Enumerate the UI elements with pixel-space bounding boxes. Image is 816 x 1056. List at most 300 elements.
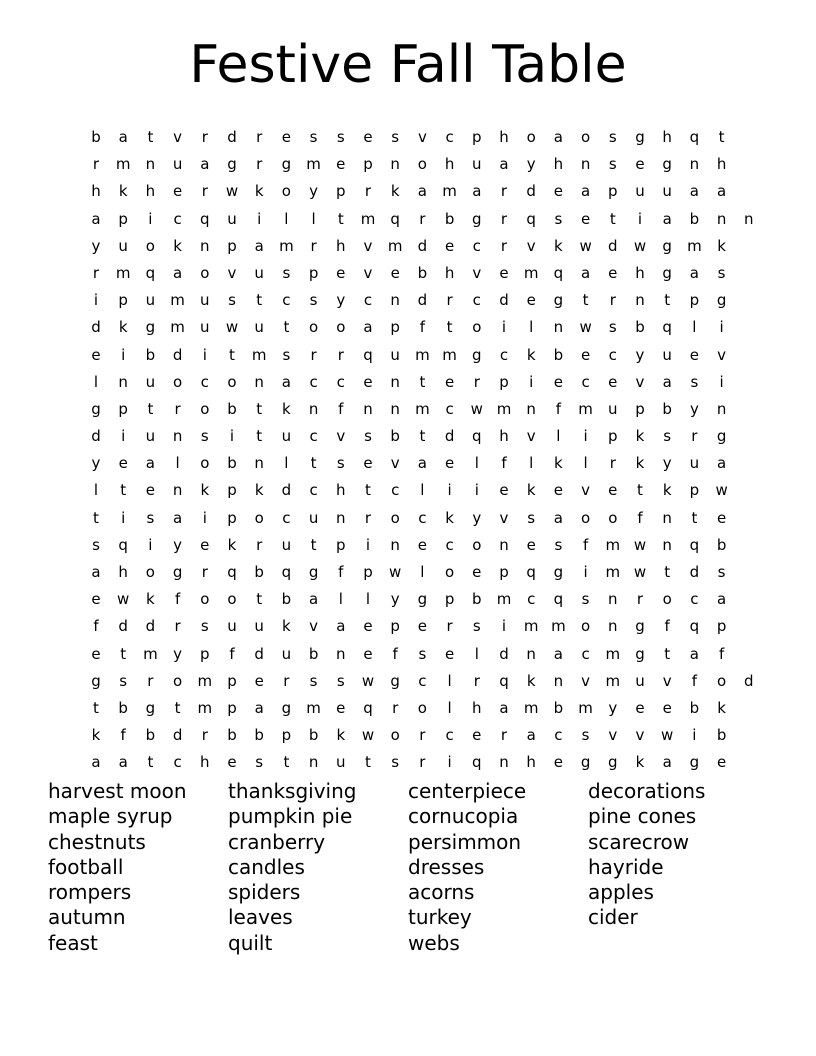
grid-letter: k [554, 454, 563, 473]
grid-letter: c [472, 236, 481, 255]
grid-letter: i [202, 508, 207, 527]
word-item: apples [588, 880, 654, 905]
grid-letter: m [496, 590, 512, 609]
grid-letter: q [200, 209, 210, 228]
grid-letter: v [227, 263, 237, 282]
grid-letter: y [635, 345, 645, 364]
grid-letter: m [551, 617, 566, 636]
grid-letter: d [608, 236, 618, 255]
grid-letter: v [417, 128, 427, 146]
word-item: hayride [588, 854, 664, 879]
word-item: persimmon [408, 829, 522, 854]
grid-letter: r [364, 182, 372, 201]
grid-letter: s [663, 427, 672, 446]
grid-letter: r [174, 617, 181, 636]
word-item: leaves [228, 905, 293, 930]
grid-letter: m [306, 155, 321, 174]
grid-letter: l [474, 454, 479, 473]
grid-letter: g [553, 291, 564, 310]
grid-letter: c [581, 372, 590, 391]
grid-letter: t [256, 291, 263, 310]
grid-letter: t [691, 508, 698, 527]
grid-letter: r [691, 427, 698, 446]
grid-letter: u [390, 345, 400, 364]
grid-letter: i [121, 508, 126, 527]
grid-letter: p [227, 698, 237, 717]
grid-letter: y [173, 535, 183, 554]
grid-letter: t [147, 753, 154, 772]
grid-letter: e [363, 454, 373, 473]
grid-letter: e [553, 753, 563, 772]
grid-letter: p [227, 671, 237, 690]
grid-letter: g [281, 698, 292, 717]
grid-letter: o [417, 698, 427, 717]
grid-letter: c [336, 372, 345, 391]
grid-letter: p [200, 644, 210, 663]
grid-letter: s [309, 128, 318, 146]
grid-letter: c [472, 291, 481, 310]
grid-letter: m [197, 698, 213, 717]
grid-letter: p [336, 182, 346, 201]
grid-letter: r [201, 563, 208, 581]
grid-letter: u [635, 671, 645, 690]
grid-letter: e [444, 644, 455, 663]
grid-letter: k [662, 481, 672, 500]
grid-letter: r [201, 128, 208, 146]
grid-letter: e [553, 481, 563, 500]
grid-letter: l [529, 318, 534, 337]
grid-letter: i [148, 209, 153, 228]
grid-letter: i [148, 535, 153, 554]
grid-letter: d [499, 291, 509, 310]
grid-letter: e [553, 182, 563, 201]
grid-letter: l [420, 563, 425, 581]
grid-letter: b [254, 563, 264, 581]
grid-letter: e [200, 535, 210, 554]
grid-letter: p [444, 590, 455, 609]
grid-letter: i [93, 291, 99, 310]
grid-letter: e [417, 535, 427, 554]
grid-letter: i [121, 427, 126, 446]
grid-letter: o [472, 318, 482, 337]
grid-letter: h [336, 481, 346, 500]
grid-letter: h [716, 155, 727, 174]
grid-letter: t [229, 345, 235, 364]
grid-letter: a [689, 644, 699, 663]
grid-letter: e [91, 590, 101, 609]
grid-letter: w [361, 726, 375, 745]
grid-letter: t [664, 644, 671, 663]
grid-letter: v [608, 726, 618, 745]
grid-letter: w [389, 563, 402, 581]
grid-letter: d [281, 481, 292, 500]
grid-letter: b [145, 726, 156, 745]
grid-letter: e [526, 535, 536, 554]
grid-letter: w [579, 236, 592, 255]
grid-letter: o [309, 318, 319, 337]
grid-letter: a [281, 372, 291, 391]
grid-letter: g [635, 128, 645, 146]
grid-letter: n [580, 155, 591, 174]
grid-letter: a [200, 155, 210, 174]
grid-letter: t [419, 427, 426, 446]
word-item: pumpkin pie [228, 804, 353, 829]
grid-letter: y [526, 155, 536, 174]
grid-letter: a [118, 128, 128, 146]
grid-letter: s [391, 753, 400, 772]
grid-letter: r [419, 209, 426, 228]
grid-letter: g [308, 563, 319, 581]
grid-letter: n [308, 399, 319, 418]
grid-letter: d [172, 345, 183, 364]
grid-letter: c [527, 590, 536, 609]
grid-letter: f [637, 508, 643, 527]
grid-letter: f [338, 399, 344, 418]
grid-letter: m [170, 291, 185, 310]
word-item: candles [228, 854, 305, 879]
grid-letter: s [200, 617, 209, 636]
grid-letter: s [309, 291, 318, 310]
grid-letter: r [283, 671, 290, 690]
grid-letter: s [255, 753, 264, 772]
grid-letter: r [392, 698, 399, 717]
grid-letter: a [499, 155, 509, 174]
grid-letter: a [716, 590, 727, 609]
grid-letter: l [284, 454, 289, 473]
grid-letter: k [200, 481, 210, 500]
grid-letter: v [363, 263, 373, 282]
grid-letter: t [120, 481, 127, 500]
grid-letter: g [390, 671, 400, 690]
grid-letter: t [120, 644, 127, 663]
grid-letter: n [608, 617, 618, 636]
grid-letter: d [689, 563, 700, 581]
grid-letter: m [306, 698, 321, 717]
grid-letter: n [254, 372, 264, 391]
grid-letter: o [145, 236, 155, 255]
grid-letter: g [472, 209, 482, 228]
grid-letter: t [147, 399, 154, 418]
grid-letter: i [692, 726, 697, 745]
word-item: webs [408, 930, 460, 955]
grid-letter: s [418, 644, 427, 663]
grid-letter: q [689, 617, 700, 636]
grid-letter: o [608, 508, 618, 527]
grid-letter: a [689, 182, 699, 201]
grid-letter: b [390, 427, 400, 446]
grid-letter: q [526, 209, 536, 228]
grid-letter: n [390, 535, 400, 554]
grid-letter: l [365, 590, 371, 609]
grid-letter: h [662, 128, 672, 146]
grid-letter: n [553, 318, 564, 337]
grid-letter: s [200, 427, 209, 446]
grid-letter: l [93, 372, 99, 391]
grid-letter: g [662, 236, 672, 255]
word-item: spiders [228, 880, 301, 905]
grid-letter: r [636, 590, 644, 609]
grid-letter: n [145, 155, 156, 174]
grid-letter: o [526, 128, 536, 146]
grid-letter: a [553, 508, 563, 527]
grid-letter: q [118, 535, 128, 554]
grid-letter: r [500, 236, 508, 255]
grid-letter: n [390, 372, 400, 391]
grid-letter: s [717, 263, 726, 282]
grid-letter: c [282, 508, 291, 527]
grid-letter: b [716, 535, 727, 554]
grid-letter: n [662, 535, 672, 554]
grid-letter: a [580, 182, 591, 201]
grid-letter: f [501, 454, 507, 473]
grid-letter: c [499, 345, 509, 364]
grid-letter: r [446, 291, 453, 310]
grid-letter: c [581, 644, 590, 663]
grid-letter: n [608, 590, 618, 609]
grid-letter: b [308, 644, 319, 663]
grid-letter: n [336, 508, 346, 527]
grid-letter: t [337, 209, 344, 228]
grid-letter: a [336, 617, 346, 636]
grid-letter: u [200, 291, 210, 310]
grid-letter: n [499, 535, 509, 554]
grid-letter: e [553, 372, 563, 391]
grid-letter: i [637, 209, 643, 228]
grid-letter: k [526, 345, 536, 364]
grid-letter: n [716, 399, 727, 418]
grid-letter: l [93, 481, 99, 500]
grid-letter: c [608, 345, 617, 364]
grid-letter: e [526, 291, 536, 310]
grid-letter: i [447, 481, 452, 500]
grid-letter: i [529, 372, 534, 391]
grid-letter: t [256, 399, 263, 418]
grid-letter: t [93, 698, 99, 717]
grid-letter: m [605, 535, 621, 554]
grid-letter: d [499, 644, 509, 663]
grid-letter: b [308, 726, 319, 745]
grid-letter: r [256, 128, 263, 146]
grid-letter: c [554, 726, 563, 745]
grid-letter: w [225, 182, 239, 201]
grid-letter: k [445, 508, 454, 527]
grid-letter: e [336, 155, 346, 174]
grid-letter: d [417, 236, 428, 255]
grid-letter: o [445, 563, 455, 581]
grid-letter: u [145, 291, 156, 310]
grid-letter: n [254, 454, 264, 473]
grid-letter: d [91, 427, 101, 446]
grid-letter: c [445, 535, 454, 554]
grid-letter: g [91, 399, 101, 418]
grid-letter: w [661, 726, 674, 745]
grid-letter: r [500, 209, 508, 228]
grid-letter: q [689, 128, 700, 146]
grid-letter: h [444, 155, 455, 174]
word-item: acorns [408, 880, 475, 905]
grid-letter: r [201, 726, 208, 745]
grid-letter: b [417, 263, 428, 282]
grid-letter: s [119, 671, 128, 690]
grid-letter: b [689, 698, 700, 717]
grid-letter: r [609, 454, 616, 473]
word-column [48, 779, 228, 956]
grid-letter: q [499, 671, 509, 690]
grid-letter: c [363, 291, 373, 310]
grid-letter: k [717, 236, 726, 255]
grid-letter: w [633, 563, 647, 581]
grid-letter: g [417, 590, 428, 609]
grid-letter: m [115, 155, 131, 174]
word-item: football [48, 854, 124, 879]
grid-letter: d [91, 318, 101, 337]
grid-letter: a [254, 236, 264, 255]
grid-letter: p [390, 318, 400, 337]
grid-letter: p [336, 535, 346, 554]
grid-letter: r [419, 726, 426, 745]
grid-letter: n [635, 291, 645, 310]
grid-letter: c [173, 753, 182, 772]
grid-letter: n [744, 209, 754, 228]
grid-letter: i [583, 563, 588, 581]
grid-letter: o [254, 508, 264, 527]
grid-letter: t [283, 753, 290, 772]
grid-letter: l [175, 454, 180, 473]
grid-letter: i [121, 345, 126, 364]
grid-letter: o [662, 590, 672, 609]
grid-letter: u [308, 508, 319, 527]
grid-letter: m [605, 563, 621, 581]
grid-letter: u [281, 535, 292, 554]
grid-letter: g [472, 345, 482, 364]
grid-letter: s [608, 128, 617, 146]
word-column [408, 779, 588, 956]
grid-letter: n [526, 644, 536, 663]
grid-letter: o [281, 182, 291, 201]
grid-letter: v [662, 671, 672, 690]
grid-letter: t [147, 128, 154, 146]
grid-letter: b [444, 209, 455, 228]
grid-letter: h [526, 753, 536, 772]
grid-letter: c [418, 671, 427, 690]
grid-letter: e [499, 481, 509, 500]
grid-letter: u [336, 753, 346, 772]
grid-letter: m [279, 236, 294, 255]
grid-letter: s [336, 671, 345, 690]
grid-letter: h [118, 563, 128, 581]
grid-letter: g [145, 318, 156, 337]
grid-letter: k [390, 182, 400, 201]
grid-letter: b [635, 318, 645, 337]
grid-letter: r [500, 182, 508, 201]
grid-letter: m [578, 698, 593, 717]
grid-letter: r [174, 399, 181, 418]
grid-letter: b [662, 399, 672, 418]
word-item: quilt [228, 930, 273, 955]
grid-letter: p [499, 372, 509, 391]
grid-letter: l [420, 481, 425, 500]
grid-letter: o [227, 590, 237, 609]
grid-letter: p [281, 726, 292, 745]
grid-letter: v [581, 671, 591, 690]
grid-letter: s [472, 617, 481, 636]
grid-letter: u [254, 318, 264, 337]
grid-letter: y [91, 454, 101, 473]
grid-letter: t [310, 454, 317, 473]
grid-letter: e [444, 454, 455, 473]
word-item: rompers [48, 880, 132, 905]
word-column [588, 779, 768, 931]
grid-letter: a [145, 454, 155, 473]
grid-letter: t [283, 318, 290, 337]
grid-letter: a [91, 563, 101, 581]
grid-letter: s [92, 535, 100, 554]
grid-letter: n [553, 671, 564, 690]
grid-letter: h [553, 155, 564, 174]
grid-letter: o [581, 617, 591, 636]
grid-letter: m [496, 399, 512, 418]
grid-letter: k [282, 399, 291, 418]
grid-letter: a [662, 209, 672, 228]
grid-letter: r [473, 372, 480, 391]
grid-letter: w [117, 590, 130, 609]
grid-letter: b [91, 128, 101, 146]
grid-letter: f [718, 644, 725, 663]
grid-letter: q [390, 209, 400, 228]
grid-letter: r [256, 535, 263, 554]
grid-letter: m [442, 345, 457, 364]
grid-letter: m [415, 399, 430, 418]
grid-letter: b [118, 698, 128, 717]
grid-letter: g [662, 155, 672, 174]
grid-letter: m [523, 617, 539, 636]
grid-letter: t [419, 372, 426, 391]
grid-letter: d [254, 644, 264, 663]
grid-letter: m [578, 399, 593, 418]
grid-letter: s [336, 454, 345, 473]
grid-letter: q [227, 563, 237, 581]
grid-letter: t [256, 590, 263, 609]
grid-letter: k [635, 454, 645, 473]
grid-letter: y [91, 236, 101, 255]
grid-letter: m [115, 263, 131, 282]
grid-letter: o [472, 535, 482, 554]
word-item: chestnuts [48, 829, 146, 854]
grid-letter: v [472, 263, 482, 282]
grid-letter: h [444, 263, 455, 282]
grid-letter: s [581, 590, 590, 609]
grid-letter: k [254, 182, 264, 201]
word-item: centerpiece [408, 779, 527, 803]
grid-letter: v [635, 726, 645, 745]
grid-letter: n [172, 481, 183, 500]
grid-letter: o [200, 590, 210, 609]
grid-letter: p [689, 481, 700, 500]
grid-letter: g [281, 155, 292, 174]
grid-letter: g [635, 617, 645, 636]
grid-letter: k [554, 236, 563, 255]
grid-letter: a [662, 372, 672, 391]
grid-letter: m [605, 644, 621, 663]
grid-letter: g [172, 563, 183, 581]
grid-letter: n [390, 291, 400, 310]
grid-letter: m [143, 644, 158, 663]
grid-letter: b [227, 454, 237, 473]
grid-letter: q [662, 318, 672, 337]
grid-letter: u [281, 644, 292, 663]
grid-letter: h [145, 182, 156, 201]
grid-letter: t [446, 318, 453, 337]
